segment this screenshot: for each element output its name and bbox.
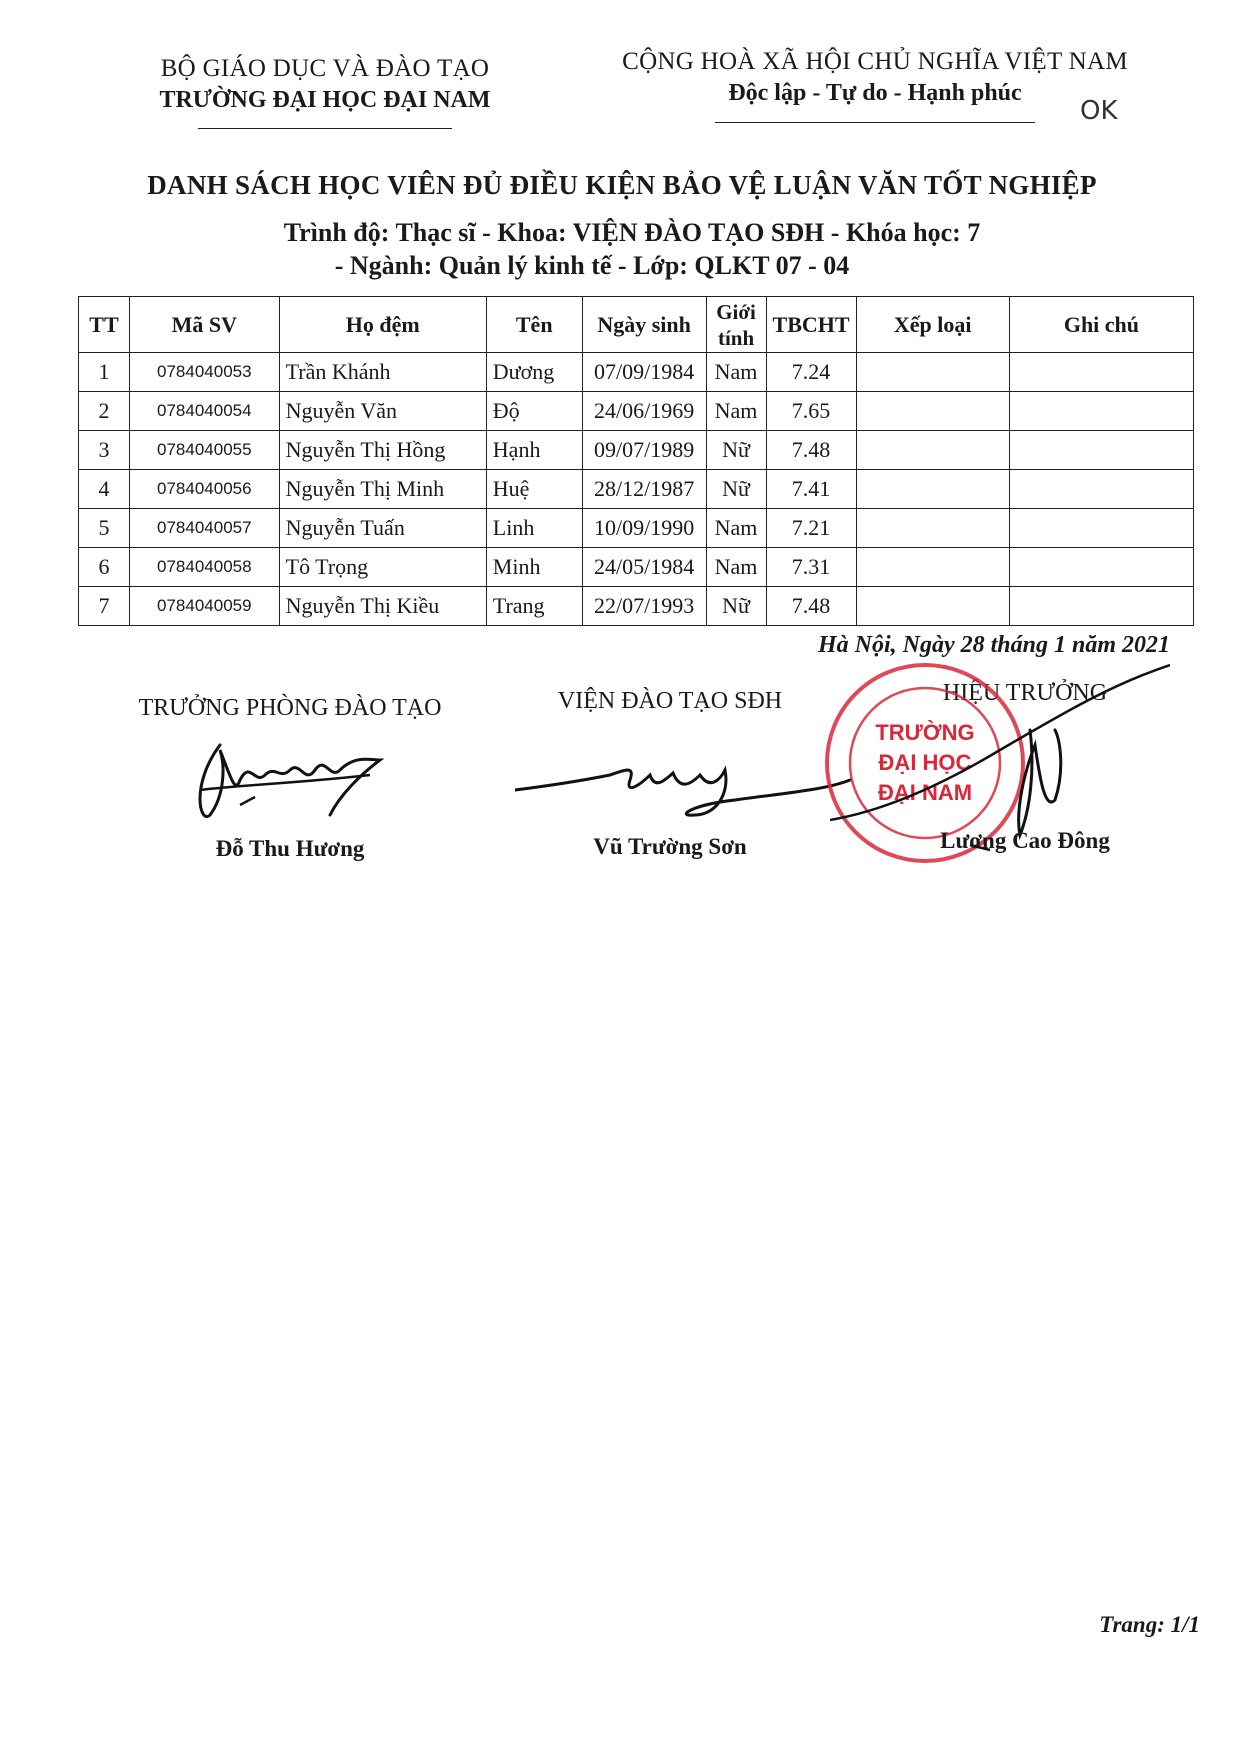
date-line: Hà Nội, Ngày 28 tháng 1 năm 2021 [817,632,1170,658]
cell-ghi-chu [1009,392,1193,431]
cell-gioi-tinh: Nữ [706,431,766,470]
signer-name-right-block [900,828,1150,854]
cell-tbcht: 7.65 [766,392,856,431]
page-number: Trang: 1/1 [1099,1612,1200,1637]
ministry-name: BỘ GIÁO DỤC VÀ ĐÀO TẠO [160,55,490,82]
cell-ho-dem: Tô Trọng [279,548,486,587]
table-row [79,353,1194,392]
cell-ma-sv: 0784040054 [129,392,279,431]
cell-ma-sv: 0784040055 [129,431,279,470]
signer-name-right: Lương Cao Đông [940,828,1110,853]
cell-xep-loai [856,431,1009,470]
cell-ghi-chu [1009,509,1193,548]
cell-gioi-tinh: Nam [706,353,766,392]
header-ngay-sinh: Ngày sinh [582,297,706,353]
header-nation-block [590,48,1160,107]
student-table [78,296,1194,626]
cell-tt: 2 [79,392,130,431]
signature-title-middle: VIỆN ĐÀO TẠO SĐH [557,688,783,714]
header-gioi-tinh-line2: tính [717,325,755,350]
signer-name-left: Đỗ Thu Hương [215,836,365,861]
cell-ten: Độ [486,392,582,431]
cell-ho-dem: Nguyễn Thị Kiều [279,587,486,626]
table-row [79,548,1194,587]
cell-ten: Huệ [486,470,582,509]
nation-name: CỘNG HOÀ XÃ HỘI CHỦ NGHĨA VIỆT NAM [622,48,1128,75]
signature-title-right: HIỆU TRƯỞNG [942,680,1108,706]
cell-ngay-sinh: 28/12/1987 [582,470,706,509]
cell-ghi-chu [1009,548,1193,587]
nation-motto: Độc lập - Tự do - Hạnh phúc [728,80,1022,106]
cell-xep-loai [856,548,1009,587]
header-left-underline [198,128,452,129]
signer-name-middle-block [500,834,840,860]
cell-ngay-sinh: 07/09/1984 [582,353,706,392]
table-row [79,509,1194,548]
cell-gioi-tinh: Nam [706,509,766,548]
signature-block-middle [500,688,840,715]
header-gioi-tinh [706,297,766,353]
cell-ho-dem: Nguyễn Tuấn [279,509,486,548]
cell-tbcht: 7.48 [766,587,856,626]
cell-tbcht: 7.41 [766,470,856,509]
document-subtitle-2: - Ngành: Quản lý kinh tế - Lớp: QLKT 07 - 04 [334,251,850,280]
cell-tbcht: 7.21 [766,509,856,548]
header-ministry-block [105,55,545,114]
table-row [79,470,1194,509]
cell-tt: 4 [79,470,130,509]
cell-gioi-tinh: Nam [706,392,766,431]
cell-tbcht: 7.31 [766,548,856,587]
header-ghi-chu: Ghi chú [1009,297,1193,353]
cell-tt: 5 [79,509,130,548]
cell-ma-sv: 0784040056 [129,470,279,509]
handwritten-ok-note: OK [1080,96,1118,126]
cell-ngay-sinh: 24/05/1984 [582,548,706,587]
cell-ten: Dương [486,353,582,392]
cell-ghi-chu [1009,353,1193,392]
cell-ngay-sinh: 09/07/1989 [582,431,706,470]
table-row [79,431,1194,470]
cell-ghi-chu [1009,587,1193,626]
university-name: TRƯỜNG ĐẠI HỌC ĐẠI NAM [159,87,491,113]
cell-tbcht: 7.24 [766,353,856,392]
cell-ma-sv: 0784040057 [129,509,279,548]
cell-tt: 3 [79,431,130,470]
handwritten-signature-left [180,725,420,835]
cell-tt: 6 [79,548,130,587]
seal-line3: ĐẠI NAM [877,780,973,805]
signer-name-left-block [100,836,480,862]
cell-ten: Linh [486,509,582,548]
cell-ma-sv: 0784040058 [129,548,279,587]
cell-xep-loai [856,353,1009,392]
table-row [79,587,1194,626]
cell-xep-loai [856,509,1009,548]
cell-ten: Trang [486,587,582,626]
cell-tbcht: 7.48 [766,431,856,470]
cell-xep-loai [856,470,1009,509]
cell-ma-sv: 0784040053 [129,353,279,392]
seal-line1: TRƯỜNG [875,720,975,745]
seal-line2: ĐẠI HỌC [878,750,972,775]
cell-ten: Hạnh [486,431,582,470]
header-tt: TT [79,297,130,353]
cell-ho-dem: Nguyễn Thị Minh [279,470,486,509]
header-ho-dem: Họ đệm [279,297,486,353]
document-title: DANH SÁCH HỌC VIÊN ĐỦ ĐIỀU KIỆN BẢO VỆ LUẬN VĂN TỐT NGHIỆP [147,170,1097,200]
cell-ho-dem: Nguyễn Văn [279,392,486,431]
signer-name-middle: Vũ Trường Sơn [593,834,747,859]
table-header-row [79,297,1194,353]
cell-ho-dem: Nguyễn Thị Hồng [279,431,486,470]
cell-ten: Minh [486,548,582,587]
cell-tt: 7 [79,587,130,626]
header-gioi-tinh-line1: Giới [716,299,756,324]
cell-ngay-sinh: 10/09/1990 [582,509,706,548]
signature-title-left: TRƯỞNG PHÒNG ĐÀO TẠO [138,695,442,721]
cell-tt: 1 [79,353,130,392]
cell-xep-loai [856,587,1009,626]
cell-gioi-tinh: Nam [706,548,766,587]
cell-ghi-chu [1009,470,1193,509]
header-xep-loai: Xếp loại [856,297,1009,353]
table-row [79,392,1194,431]
cell-ho-dem: Trần Khánh [279,353,486,392]
cell-ngay-sinh: 24/06/1969 [582,392,706,431]
document-subtitle-1: Trình độ: Thạc sĩ - Khoa: VIỆN ĐÀO TẠO SĐH - Khóa học: 7 [283,218,981,247]
cell-ngay-sinh: 22/07/1993 [582,587,706,626]
cell-xep-loai [856,392,1009,431]
cell-gioi-tinh: Nữ [706,470,766,509]
signature-block-left [100,695,480,722]
handwritten-signature-middle [515,735,855,825]
header-ma-sv: Mã SV [129,297,279,353]
cell-gioi-tinh: Nữ [706,587,766,626]
header-tbcht: TBCHT [766,297,856,353]
cell-ghi-chu [1009,431,1193,470]
header-right-underline [715,122,1035,123]
cell-ma-sv: 0784040059 [129,587,279,626]
header-ten: Tên [486,297,582,353]
